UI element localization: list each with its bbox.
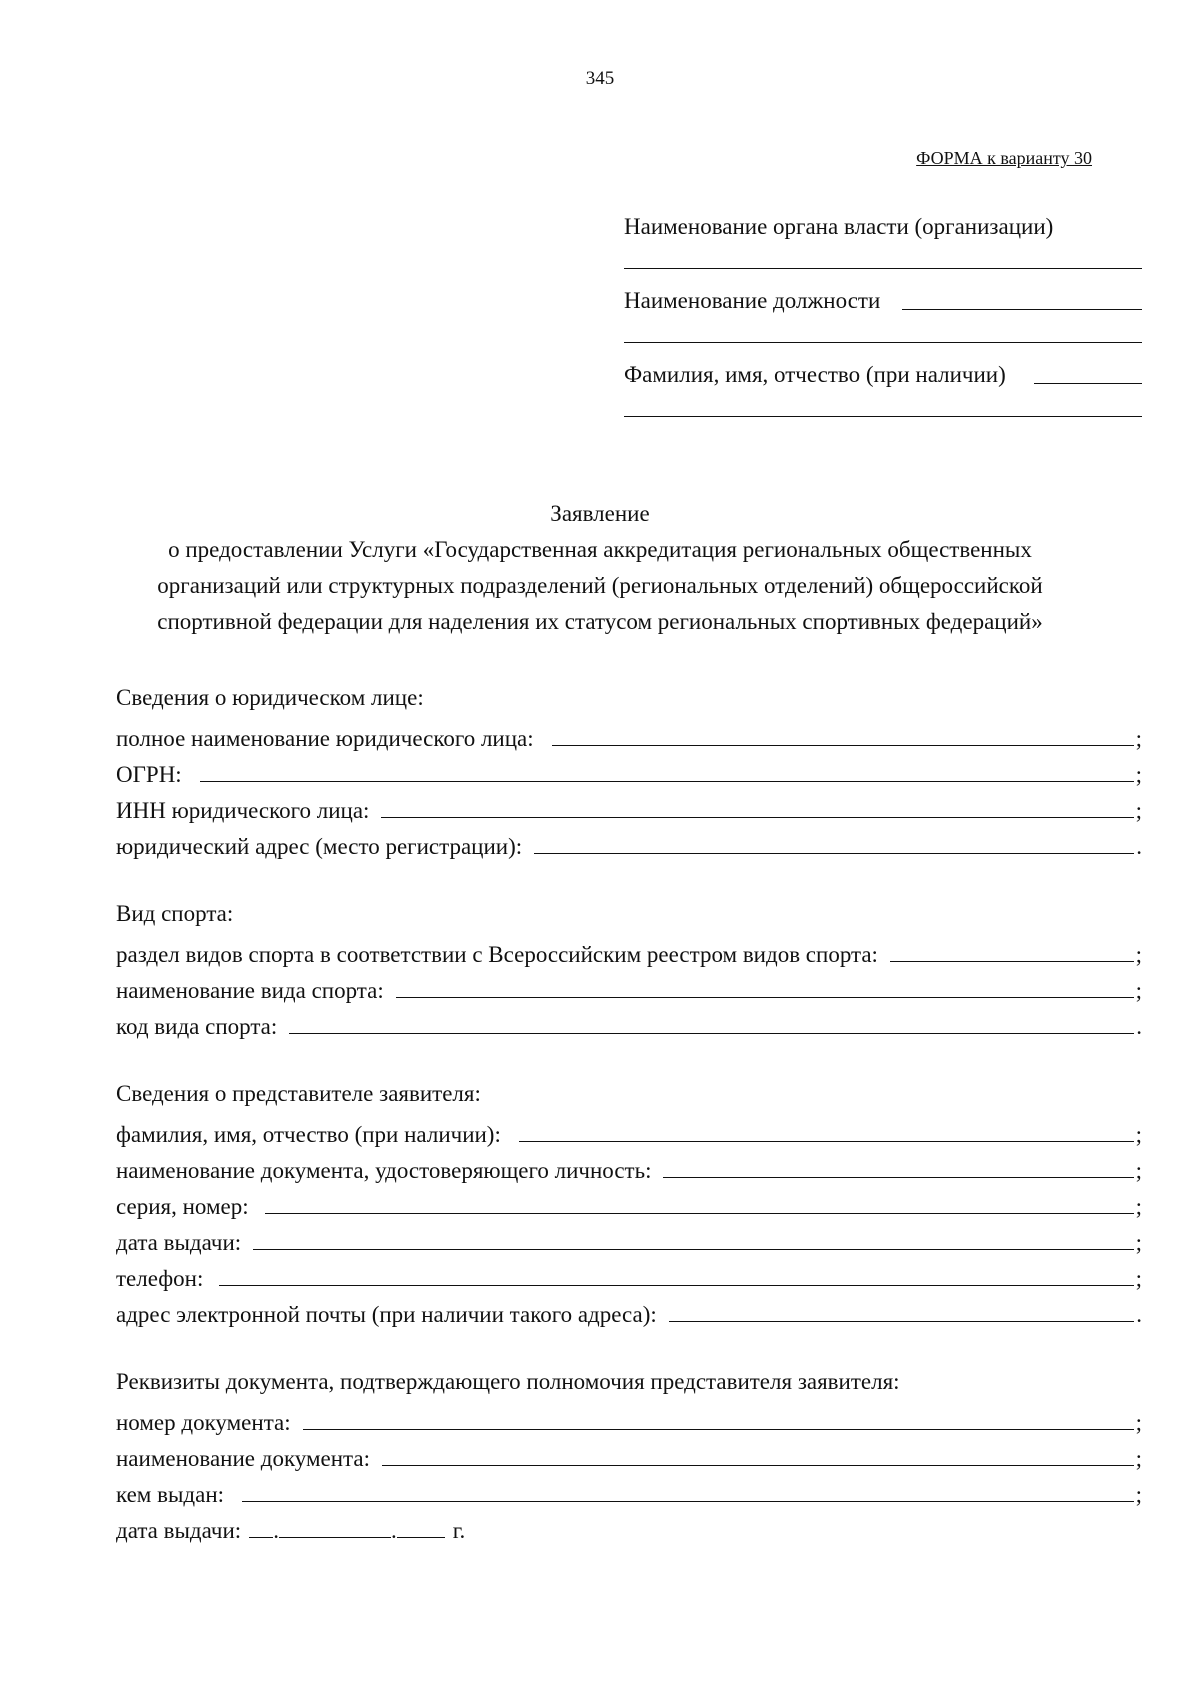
rep-phone-field[interactable] — [219, 1285, 1133, 1286]
doc-issue-date-row — [116, 1508, 1142, 1544]
form-variant-label: ФОРМА к варианту 30 — [916, 148, 1092, 168]
row-semicolon: ; — [1135, 1194, 1142, 1219]
doc-name-row — [116, 1436, 1142, 1472]
inn-field[interactable] — [381, 817, 1133, 818]
representative-heading: Сведения о представителе заявителя: — [116, 1081, 481, 1106]
sport-name-row — [116, 968, 1142, 1004]
addressee-fio-field[interactable] — [1034, 383, 1142, 384]
row-period: . — [1136, 834, 1142, 859]
addressee-fio-field-extra[interactable] — [624, 416, 1142, 417]
sport-section — [116, 896, 1142, 1040]
row-semicolon: ; — [1135, 1410, 1142, 1435]
ogrn-row — [116, 752, 1142, 788]
sport-code-field[interactable] — [289, 1033, 1134, 1034]
sport-name-label: наименование вида спорта: — [116, 978, 384, 1003]
row-semicolon: ; — [1135, 798, 1142, 823]
legal-address-row — [116, 824, 1142, 860]
row-semicolon: ; — [1135, 726, 1142, 751]
full-name-label: полное наименование юридического лица: — [116, 726, 534, 751]
inn-row — [116, 788, 1142, 824]
date-separator-2: . — [390, 1518, 397, 1543]
date-separator-1: . — [273, 1518, 279, 1543]
title-line-3: спортивной федерации для наделения их статусом региональных спортивных федераций» — [157, 609, 1043, 634]
title-line-1: о предоставлении Услуги «Государственная аккредитация региональных общественных — [168, 537, 1032, 562]
authority-name-label: Наименование органа власти (организации) — [624, 214, 1054, 239]
row-semicolon: ; — [1135, 1482, 1142, 1507]
inn-label: ИНН юридического лица: — [116, 798, 370, 823]
authority-doc-section — [116, 1364, 1142, 1544]
sport-section-field[interactable] — [890, 961, 1134, 962]
authority-doc-heading: Реквизиты документа, подтверждающего полномочия представителя заявителя: — [116, 1369, 900, 1394]
representative-section — [116, 1076, 1142, 1328]
ogrn-label: ОГРН: — [116, 762, 182, 787]
doc-number-field[interactable] — [303, 1429, 1134, 1430]
row-period: . — [1136, 1302, 1142, 1327]
rep-fio-row — [116, 1112, 1142, 1148]
row-period: . — [1136, 1014, 1142, 1039]
position-field[interactable] — [902, 309, 1142, 310]
sport-code-row — [116, 1004, 1142, 1040]
row-semicolon: ; — [1135, 978, 1142, 1003]
row-semicolon: ; — [1135, 1158, 1142, 1183]
addressee-block — [624, 0, 1142, 420]
doc-issue-year-field[interactable] — [397, 1537, 445, 1538]
rep-series-label: серия, номер: — [116, 1194, 249, 1219]
rep-series-field[interactable] — [265, 1213, 1134, 1214]
addressee-fio-row — [624, 352, 1142, 388]
rep-phone-row — [116, 1256, 1142, 1292]
full-name-field[interactable] — [552, 745, 1134, 746]
doc-issue-day-field[interactable] — [249, 1537, 273, 1538]
doc-issue-month-field[interactable] — [279, 1537, 391, 1538]
doc-issue-date-label: дата выдачи: — [116, 1518, 242, 1543]
doc-number-label: номер документа: — [116, 1410, 291, 1435]
rep-id-doc-label: наименование документа, удостоверяющего личность: — [116, 1158, 652, 1183]
row-semicolon: ; — [1135, 1122, 1142, 1147]
sport-heading: Вид спорта: — [116, 901, 234, 926]
row-semicolon: ; — [1135, 1230, 1142, 1255]
doc-issued-by-row — [116, 1472, 1142, 1508]
application-title — [110, 496, 1090, 640]
doc-issued-by-field[interactable] — [242, 1501, 1134, 1502]
rep-phone-label: телефон: — [116, 1266, 204, 1291]
rep-issue-date-row — [116, 1220, 1142, 1256]
title-line-2: организаций или структурных подразделений (региональных отделений) общероссийской — [157, 573, 1043, 598]
row-semicolon: ; — [1135, 1446, 1142, 1471]
legal-entity-heading: Сведения о юридическом лице: — [116, 685, 424, 710]
position-label: Наименование должности — [624, 288, 881, 313]
rep-email-label: адрес электронной почты (при наличии такого адреса): — [116, 1302, 657, 1327]
sport-name-field[interactable] — [396, 997, 1134, 998]
doc-number-row — [116, 1400, 1142, 1436]
page-number: 345 — [585, 68, 615, 89]
sport-code-label: код вида спорта: — [116, 1014, 278, 1039]
legal-entity-section — [116, 680, 1142, 860]
doc-name-label: наименование документа: — [116, 1446, 370, 1471]
row-semicolon: ; — [1135, 762, 1142, 787]
rep-email-row — [116, 1292, 1142, 1328]
title-heading: Заявление — [550, 501, 650, 526]
row-semicolon: ; — [1135, 1266, 1142, 1291]
rep-issue-date-label: дата выдачи: — [116, 1230, 242, 1255]
row-semicolon: ; — [1135, 942, 1142, 967]
full-name-row — [116, 716, 1142, 752]
legal-address-field[interactable] — [534, 853, 1134, 854]
rep-email-field[interactable] — [669, 1321, 1134, 1322]
rep-id-doc-row — [116, 1148, 1142, 1184]
sport-section-label: раздел видов спорта в соответствии с Всероссийским реестром видов спорта: — [116, 942, 878, 967]
doc-name-field[interactable] — [382, 1465, 1134, 1466]
rep-fio-field[interactable] — [519, 1141, 1134, 1142]
doc-issued-by-label: кем выдан: — [116, 1482, 225, 1507]
position-row — [624, 278, 1142, 314]
year-suffix: г. — [452, 1518, 466, 1543]
rep-issue-date-field[interactable] — [253, 1249, 1133, 1250]
ogrn-field[interactable] — [200, 781, 1134, 782]
authority-name-label-row — [624, 204, 1142, 240]
rep-series-row — [116, 1184, 1142, 1220]
legal-address-label: юридический адрес (место регистрации): — [116, 834, 523, 859]
rep-fio-label: фамилия, имя, отчество (при наличии): — [116, 1122, 501, 1147]
position-field-extra[interactable] — [624, 342, 1142, 343]
authority-name-field[interactable] — [624, 268, 1142, 269]
rep-id-doc-field[interactable] — [663, 1177, 1133, 1178]
sport-section-row — [116, 932, 1142, 968]
addressee-fio-label: Фамилия, имя, отчество (при наличии) — [624, 362, 1006, 387]
